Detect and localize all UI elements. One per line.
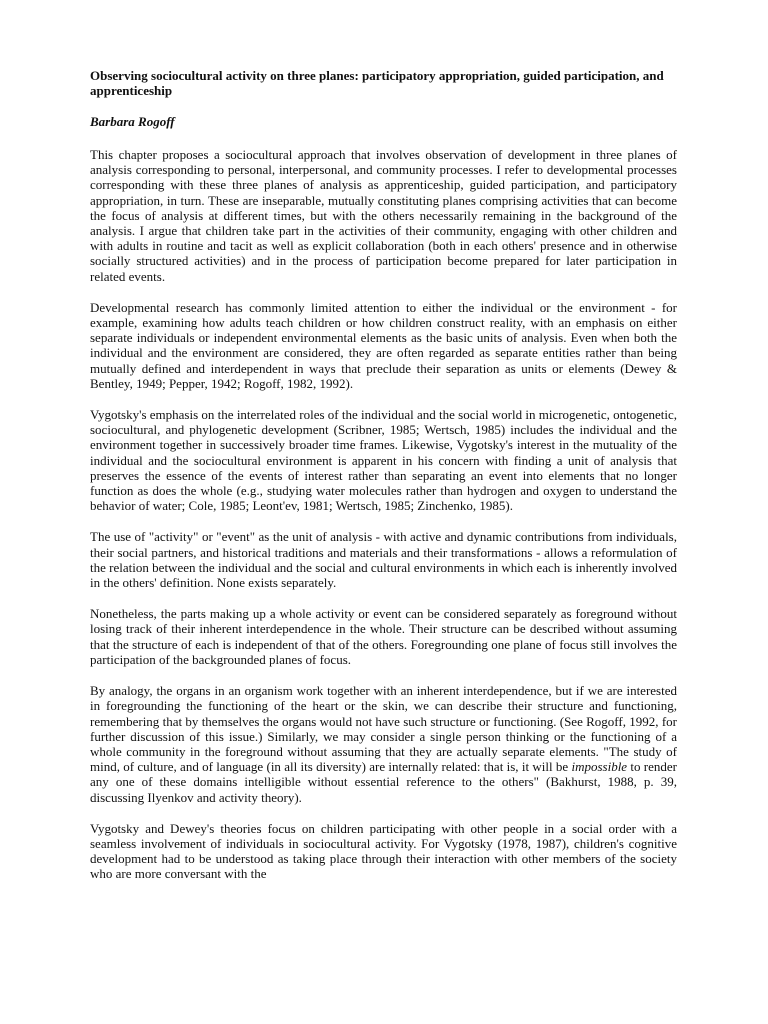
paragraph-developmental-research: Developmental research has commonly limited attention to either the individual or the environment - for example, examining how adults teach children or how children construct reality, with an emphasis on either separate individuals or independent environmental elements as the basic units of analysis. Even when both the individual and the environment are considered, they are often regarded as separate entities rather than being mutually defined and interdependent in ways that preclude their separation as units or elements (Dewey & Bentley, 1949; Pepper, 1942; Rogoff, 1982, 1992). <box>90 299 677 391</box>
paragraph-intro: This chapter proposes a sociocultural approach that involves observation of development in three planes of analysis corresponding to personal, interpersonal, and community processes. I refer to developmental processes corresponding with these three planes of analysis as apprenticeship, guided participation, and participatory appropriation, in turn. These are inseparable, mutually constituting planes comprising activities that can become the focus of analysis at different times, but with the others necessarily remaining in the background of the analysis. I argue that children take part in the activities of their community, engaging with other children and with adults in routine and tacit as well as explicit collaboration (both in each others' presence and in otherwise socially structured activities) and in the process of participation become prepared for later participation in related events. <box>90 147 677 284</box>
document-page <box>90 68 677 898</box>
paragraph-foreground: Nonetheless, the parts making up a whole activity or event can be considered separately as foreground without losing track of their inherent interdependence in the whole. Their structure can be described without assuming that the structure of each is independent of that of the others. Foregrounding one plane of focus still involves the participation of the backgrounded planes of focus. <box>90 606 677 667</box>
paragraph-vygotsky-emphasis: Vygotsky's emphasis on the interrelated roles of the individual and the social world in microgenetic, ontogenetic, sociocultural, and phylogenetic development (Scribner, 1985; Wertsch, 1985) includes the individual and the environment together in successively broader time frames. Likewise, Vygotsky's interest in the mutuality of the individual and the sociocultural environment is apparent in his concern with finding a unit of analysis that preserves the essence of the events of interest rather than separating an event into elements that no longer function as does the whole (e.g., studying water molecules rather than hydrogen and oxygen to understand the behavior of water; Cole, 1985; Leont'ev, 1981; Wertsch, 1985; Zinchenko, 1985). <box>90 407 677 514</box>
analogy-text-before: By analogy, the organs in an organism work together with an inherent interdependence, but if we are interested in foregrounding the functioning of the heart or the skin, we can describe their structure and functioning, remembering that by themselves the organs would not have such structure or functioning. (See Rogoff, 1992, for further discussion of this issue.) Similarly, we may consider a single person thinking or the functioning of a whole community in the foreground without assuming that they are actually separate elements. "The study of mind, of culture, and of language (in all its diversity) are internally related: that is, it will be <box>90 683 677 775</box>
analogy-text-after: to render any one of these domains intelligible without essential reference to the others" (Bakhurst, 1988, p. 39, discussing Ilyenkov and activity theory). <box>90 759 678 805</box>
paragraph-unit-of-analysis: The use of "activity" or "event" as the unit of analysis - with active and dynamic contributions from individuals, their social partners, and historical traditions and materials and their transformations - allows a reformulation of the relation between the individual and the social and cultural environments in which each is inherently involved in the others' definition. None exists separately. <box>90 529 677 591</box>
document-author: Barbara Rogoff <box>90 114 175 129</box>
document-title: Observing sociocultural activity on three planes: participatory appropriation, guided participation, and apprenticeship <box>90 68 664 98</box>
paragraph-vygotsky-dewey: Vygotsky and Dewey's theories focus on children participating with other people in a social order with a seamless involvement of individuals in sociocultural activity. For Vygotsky (1978, 1987), children's cognitive development had to be understood as taking place through their interaction with other members of the society who are more conversant with the <box>90 820 677 882</box>
analogy-emphasis: impossible <box>571 759 628 775</box>
paragraph-analogy <box>90 683 677 805</box>
